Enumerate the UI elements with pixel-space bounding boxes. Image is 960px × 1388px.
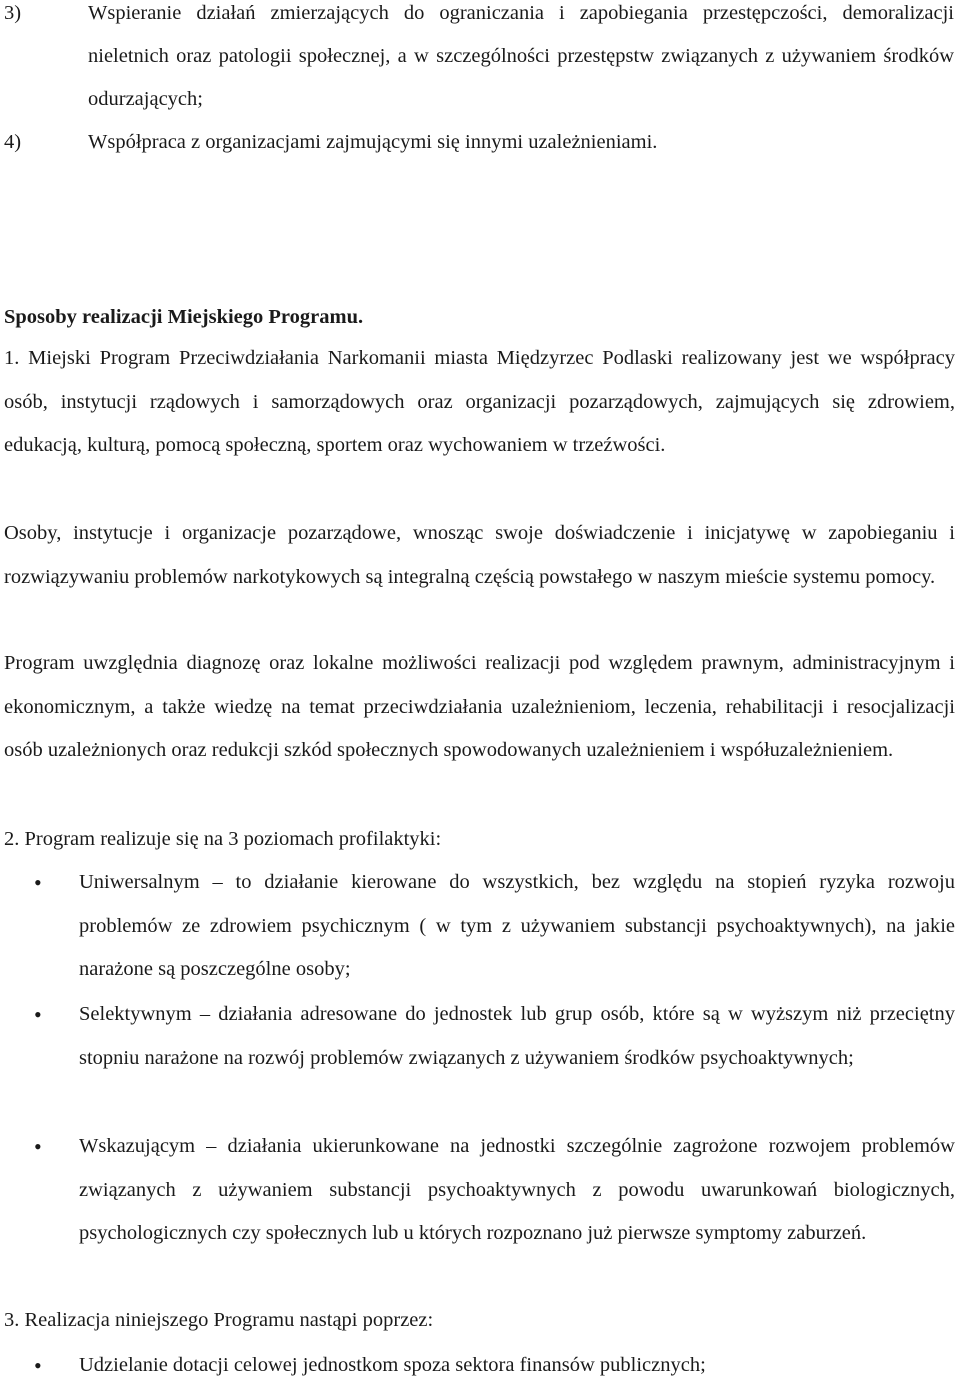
bullet-icon: • xyxy=(34,1134,42,1159)
list-item-4 xyxy=(4,121,954,164)
bullet-item-indicated xyxy=(34,1125,955,1256)
bullet-icon: • xyxy=(34,870,42,895)
bullet-item-grants xyxy=(34,1344,955,1388)
bullet-text: Uniwersalnym – to działanie kierowane do wszystkich, bez względu na stopień ryzyka rozwoju problemów ze zdrowiem psychicznym ( w tym z używaniem substancji psychoaktywnych), na jakie narażone są poszczególne osoby; xyxy=(79,871,955,981)
levels-intro: 2. Program realizuje się na 3 poziomach profilaktyki: xyxy=(4,828,442,850)
paragraph-2: Osoby, instytucje i organizacje pozarządowe, wnosząc swoje doświadczenie i inicjatywę w zapobieganiu i rozwiązywaniu problemów narkotykowych są integralną częścią powstałego w naszym mieście systemu pomocy. xyxy=(4,522,955,588)
bullet-icon: • xyxy=(34,1002,42,1027)
list-item-text: Współpraca z organizacjami zajmującymi się innymi uzależnieniami. xyxy=(88,131,658,153)
bullet-item-selective xyxy=(34,993,955,1080)
bullet-icon: • xyxy=(34,1353,42,1378)
bullet-item-universal xyxy=(34,861,955,992)
bullet-text: Wskazującym – działania ukierunkowane na jednostki szczególnie zagrożone rozwojem problemów związanych z używaniem substancji psychoaktywnych z powodu uwarunkowań biologicznych, psychologicznych czy społecznych lub u których rozpoznano już pierwsze symptomy zaburzeń. xyxy=(79,1135,955,1245)
section-heading: Sposoby realizacji Miejskiego Programu. xyxy=(4,306,364,328)
list-item-3 xyxy=(4,0,954,121)
list-item-number: 3) xyxy=(4,2,22,24)
bullet-text: Selektywnym – działania adresowane do jednostek lub grup osób, które są w wyższym niż przeciętny stopniu narażone na rozwój problemów związanych z używaniem środków psychoaktywnych; xyxy=(79,1003,955,1069)
list-item-number: 4) xyxy=(4,131,22,153)
list-item-text: Wspieranie działań zmierzających do ograniczania i zapobiegania przestępczości, demoralizacji nieletnich oraz patologii społecznej, a w szczególności przestępstw związanych z używaniem środków odurzających; xyxy=(88,2,954,110)
realization-intro: 3. Realizacja niniejszego Programu nastąpi poprzez: xyxy=(4,1309,434,1331)
paragraph-3: Program uwzględnia diagnozę oraz lokalne możliwości realizacji pod względem prawnym, administracyjnym i ekonomicznym, a także wiedzę na temat przeciwdziałania uzależnieniom, leczenia, rehabilitacji i resocjalizacji osób uzależnionych oraz redukcji szkód społecznych spowodowanych uzależnieniem i współuzależnieniem. xyxy=(4,652,955,762)
bullet-text: Udzielanie dotacji celowej jednostkom spoza sektora finansów publicznych; xyxy=(79,1354,706,1376)
paragraph-1: 1. Miejski Program Przeciwdziałania Narkomanii miasta Międzyrzec Podlaski realizowany jest we współpracy osób, instytucji rządowych i samorządowych oraz organizacji pozarządowych, zajmujących się zdrowiem, edukacją, kulturą, pomocą społeczną, sportem oraz wychowaniem w trzeźwości. xyxy=(4,347,955,457)
